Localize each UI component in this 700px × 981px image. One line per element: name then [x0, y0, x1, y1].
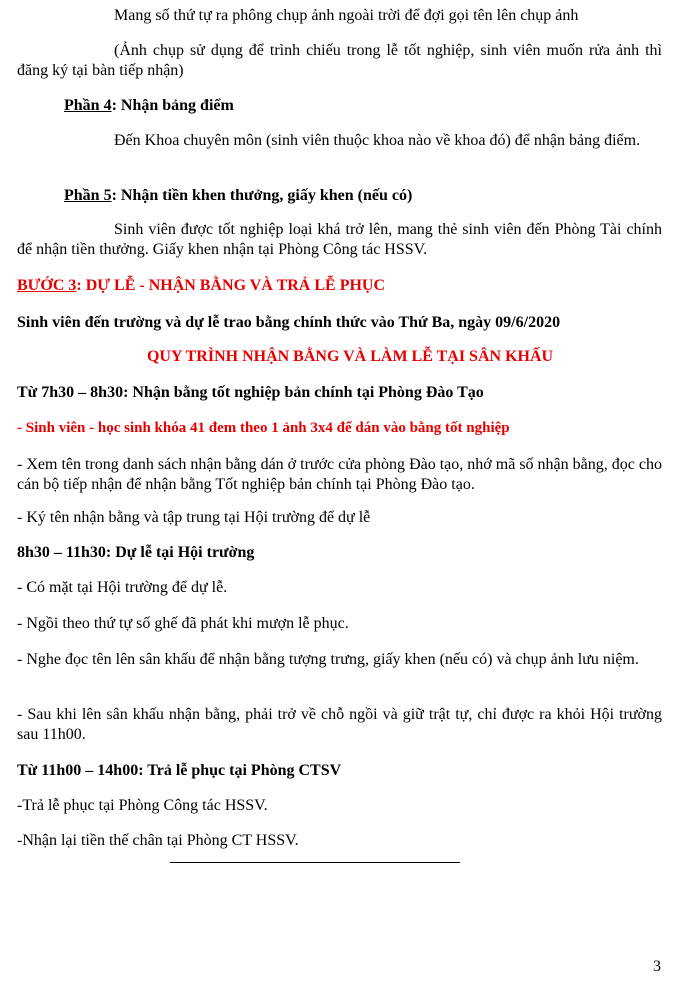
page-number: 3: [653, 958, 661, 975]
photo-instruction: Mang số thứ tự ra phông chụp ảnh ngoài trời để đợi gọi tên lên chụp ảnh: [114, 7, 579, 24]
slot3-heading: Từ 11h00 – 14h00: Trả lễ phục tại Phòng CTSV: [17, 762, 342, 779]
slot2-item3: - Nghe đọc tên lên sân khấu để nhận bằng tượng trưng, giấy khen (nếu có) và chụp ảnh lưu niệm.: [17, 651, 639, 668]
slot2-item4: - Sau khi lên sân khấu nhận bằng, phải trở về chỗ ngồi và giữ trật tự, chỉ được ra khỏi Hội trường sau 11h00.: [17, 706, 662, 743]
slot2-heading: 8h30 – 11h30: Dự lễ tại Hội trường: [17, 544, 255, 561]
part4-body: Đến Khoa chuyên môn (sinh viên thuộc khoa nào về khoa đó) để nhận bảng điểm.: [114, 132, 641, 149]
step3-label: BƯỚC 3: [17, 277, 77, 294]
part4-heading: [64, 96, 234, 116]
part4-title: : Nhận bảng điểm: [111, 97, 234, 114]
slot1-heading: Từ 7h30 – 8h30: Nhận bằng tốt nghiệp bản chính tại Phòng Đào Tạo: [17, 384, 484, 401]
photo-note: (Ảnh chụp sử dụng để trình chiếu trong lễ tốt nghiệp, sinh viên muốn rửa ảnh thì đăng ký tại bàn tiếp nhận): [17, 42, 662, 79]
part5-heading: [64, 186, 412, 206]
procedure-title: QUY TRÌNH NHẬN BẰNG VÀ LÀM LỄ TẠI SÂN KHẤU: [146, 348, 554, 365]
slot1-notice: - Sinh viên - học sinh khóa 41 đem theo 1 ảnh 3x4 để dán vào bằng tốt nghiệp: [17, 420, 510, 436]
part5-body: Sinh viên được tốt nghiệp loại khá trở lên, mang thẻ sinh viên đến Phòng Tài chính để nhận tiền thưởng. Giấy khen nhận tại Phòng Công tác HSSV.: [17, 221, 662, 258]
part4-label: Phần 4: [64, 97, 112, 114]
ceremony-date: Sinh viên đến trường và dự lễ trao bằng chính thức vào Thứ Ba, ngày 09/6/2020: [17, 314, 561, 331]
step3-heading: [17, 276, 385, 296]
part5-title: : Nhận tiền khen thưởng, giấy khen (nếu có): [111, 187, 413, 204]
slot1-item1: - Xem tên trong danh sách nhận bằng dán ở trước cửa phòng Đào tạo, nhớ mã số nhận bằng, đọc cho cán bộ tiếp nhận để nhận bằng Tốt nghiệp bản chính tại Phòng Đào tạo.: [17, 456, 662, 493]
slot3-item2: -Nhận lại tiền thế chân tại Phòng CT HSSV.: [17, 832, 299, 849]
slot3-item1: -Trả lễ phục tại Phòng Công tác HSSV.: [17, 797, 268, 814]
slot2-item1: - Có mặt tại Hội trường để dự lễ.: [17, 579, 228, 596]
step3-title: : DỰ LỄ - NHẬN BẰNG VÀ TRẢ LỄ PHỤC: [76, 277, 386, 294]
slot2-item2: - Ngồi theo thứ tự số ghế đã phát khi mượn lễ phục.: [17, 615, 349, 632]
closing-rule: [170, 862, 460, 863]
part5-label: Phần 5: [64, 187, 112, 204]
slot1-item2: - Ký tên nhận bằng và tập trung tại Hội trường để dự lễ: [17, 509, 371, 526]
